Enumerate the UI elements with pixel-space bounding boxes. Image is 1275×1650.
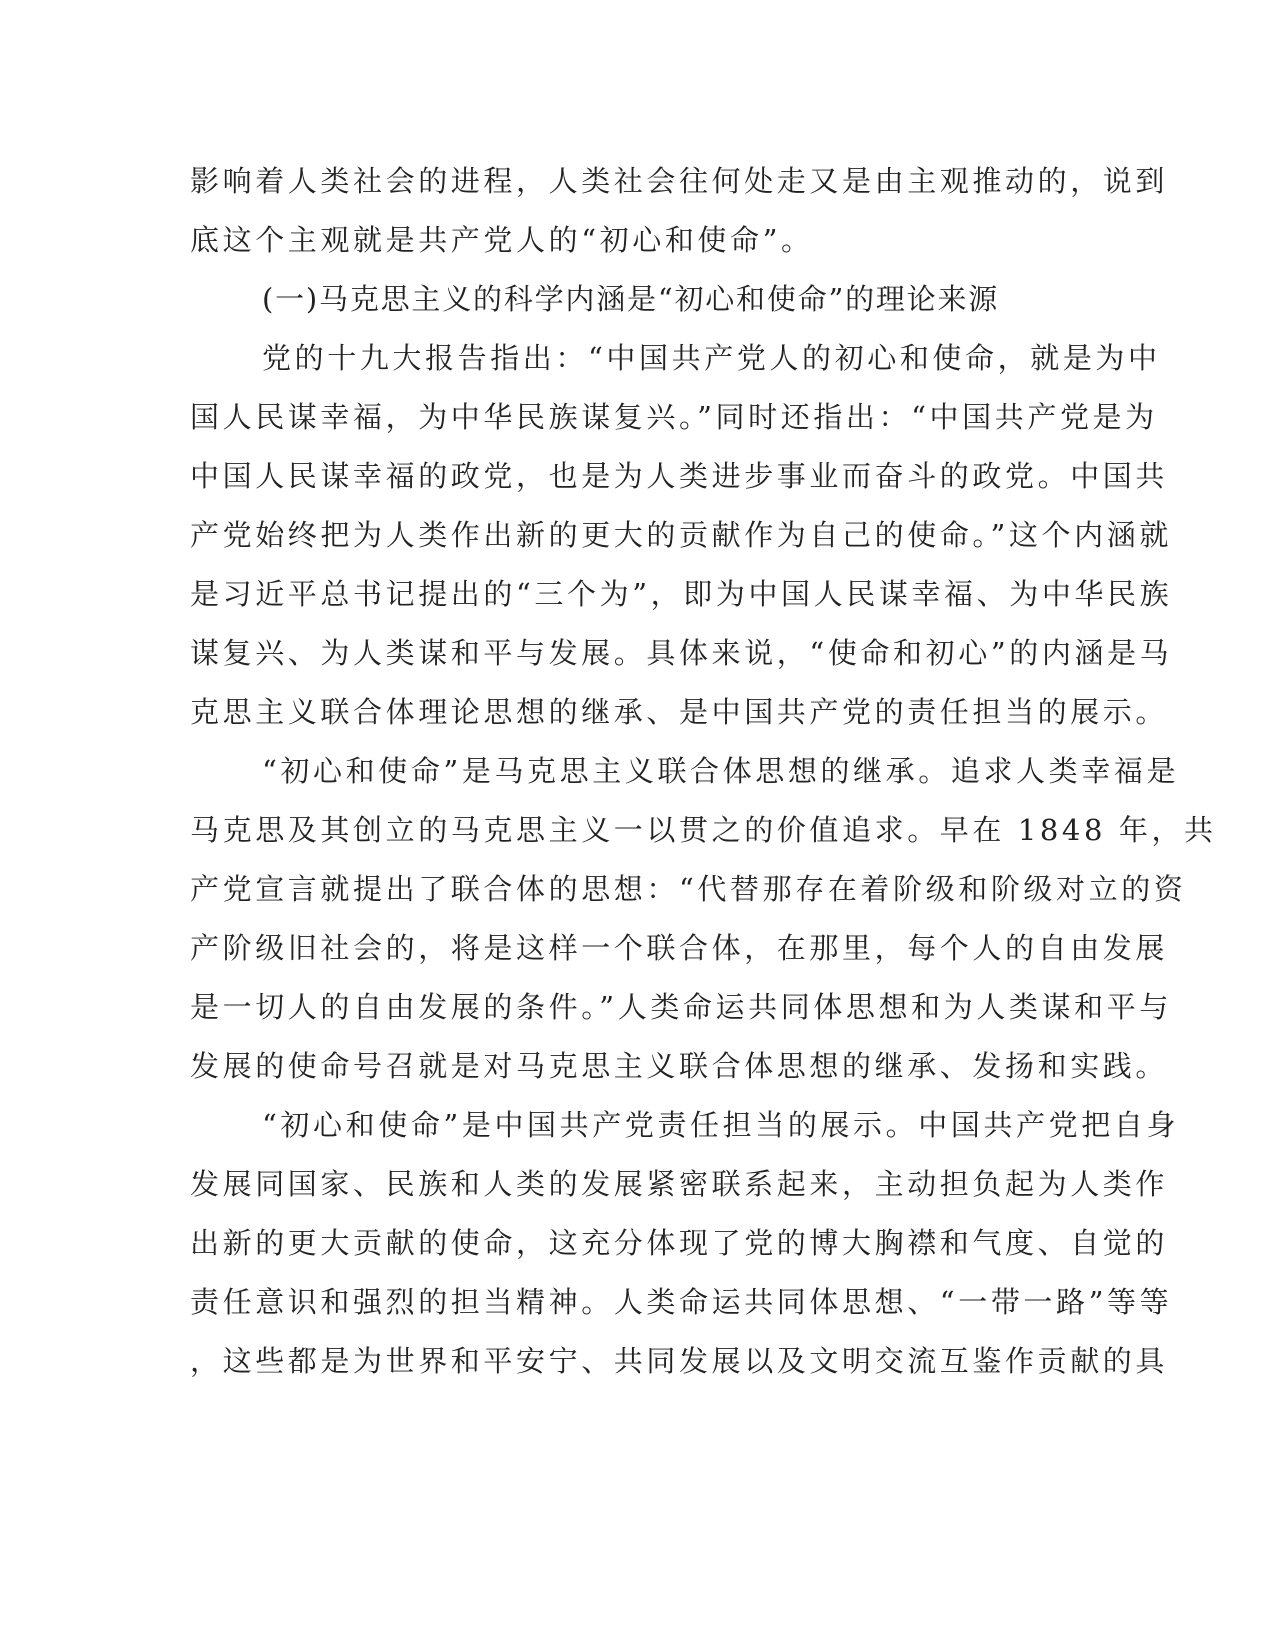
paragraph-line: 产党宣言就提出了联合体的思想：“代替那存在着阶级和阶级对立的资: [190, 872, 1187, 906]
paragraph-line: 马克思及其创立的马克思主义一以贯之的价值追求。早在 1848 年，共: [190, 813, 1217, 847]
paragraph-line: “初心和使命”是中国共产党责任担当的展示。中国共产党把自身: [262, 1108, 1180, 1142]
paragraph-line: 中国人民谋幸福的政党，也是为人类进步事业而奋斗的政党。中国共: [190, 459, 1169, 493]
paragraph-line: 发展同国家、民族和人类的发展紧密联系起来，主动担负起为人类作: [190, 1167, 1169, 1201]
paragraph-line: 国人民谋幸福，为中华民族谋复兴。”同时还指出：“中国共产党是为: [190, 400, 1158, 434]
paragraph-line: ，这些都是为世界和平安宁、共同发展以及文明交流互鉴作贡献的具: [190, 1344, 1169, 1378]
paragraph-line: 是习近平总书记提出的“三个为”，即为中国人民谋幸福、为中华民族: [190, 577, 1173, 611]
paragraph-line: 发展的使命号召就是对马克思主义联合体思想的继承、发扬和实践。: [190, 1049, 1169, 1083]
paragraph-line: 产阶级旧社会的，将是这样一个联合体，在那里，每个人的自由发展: [190, 931, 1169, 965]
paragraph-line: 谋复兴、为人类谋和平与发展。具体来说，“使命和初心”的内涵是马: [190, 636, 1173, 670]
paragraph-line: 党的十九大报告指出：“中国共产党人的初心和使命，就是为中: [262, 341, 1161, 375]
paragraph-line: 产党始终把为人类作出新的更大的贡献作为自己的使命。”这个内涵就: [190, 518, 1172, 552]
paragraph-line: 出新的更大贡献的使命，这充分体现了党的博大胸襟和气度、自觉的: [190, 1226, 1169, 1260]
paragraph-line: 责任意识和强烈的担当精神。人类命运共同体思想、“一带一路”等等: [190, 1285, 1173, 1319]
paragraph-line: 底这个主观就是共产党人的“初心和使命”。: [190, 223, 814, 257]
section-heading: (一)马克思主义的科学内涵是“初心和使命”的理论来源: [262, 282, 1000, 316]
paragraph-line: 克思主义联合体理论思想的继承、是中国共产党的责任担当的展示。: [190, 695, 1169, 729]
paragraph-line: 是一切人的自由发展的条件。”人类命运共同体思想和为人类谋和平与: [190, 990, 1172, 1024]
paragraph-line: “初心和使命”是马克思主义联合体思想的继承。追求人类幸福是: [262, 754, 1180, 788]
paragraph-line: 影响着人类社会的进程，人类社会往何处走又是由主观推动的，说到: [190, 164, 1169, 198]
